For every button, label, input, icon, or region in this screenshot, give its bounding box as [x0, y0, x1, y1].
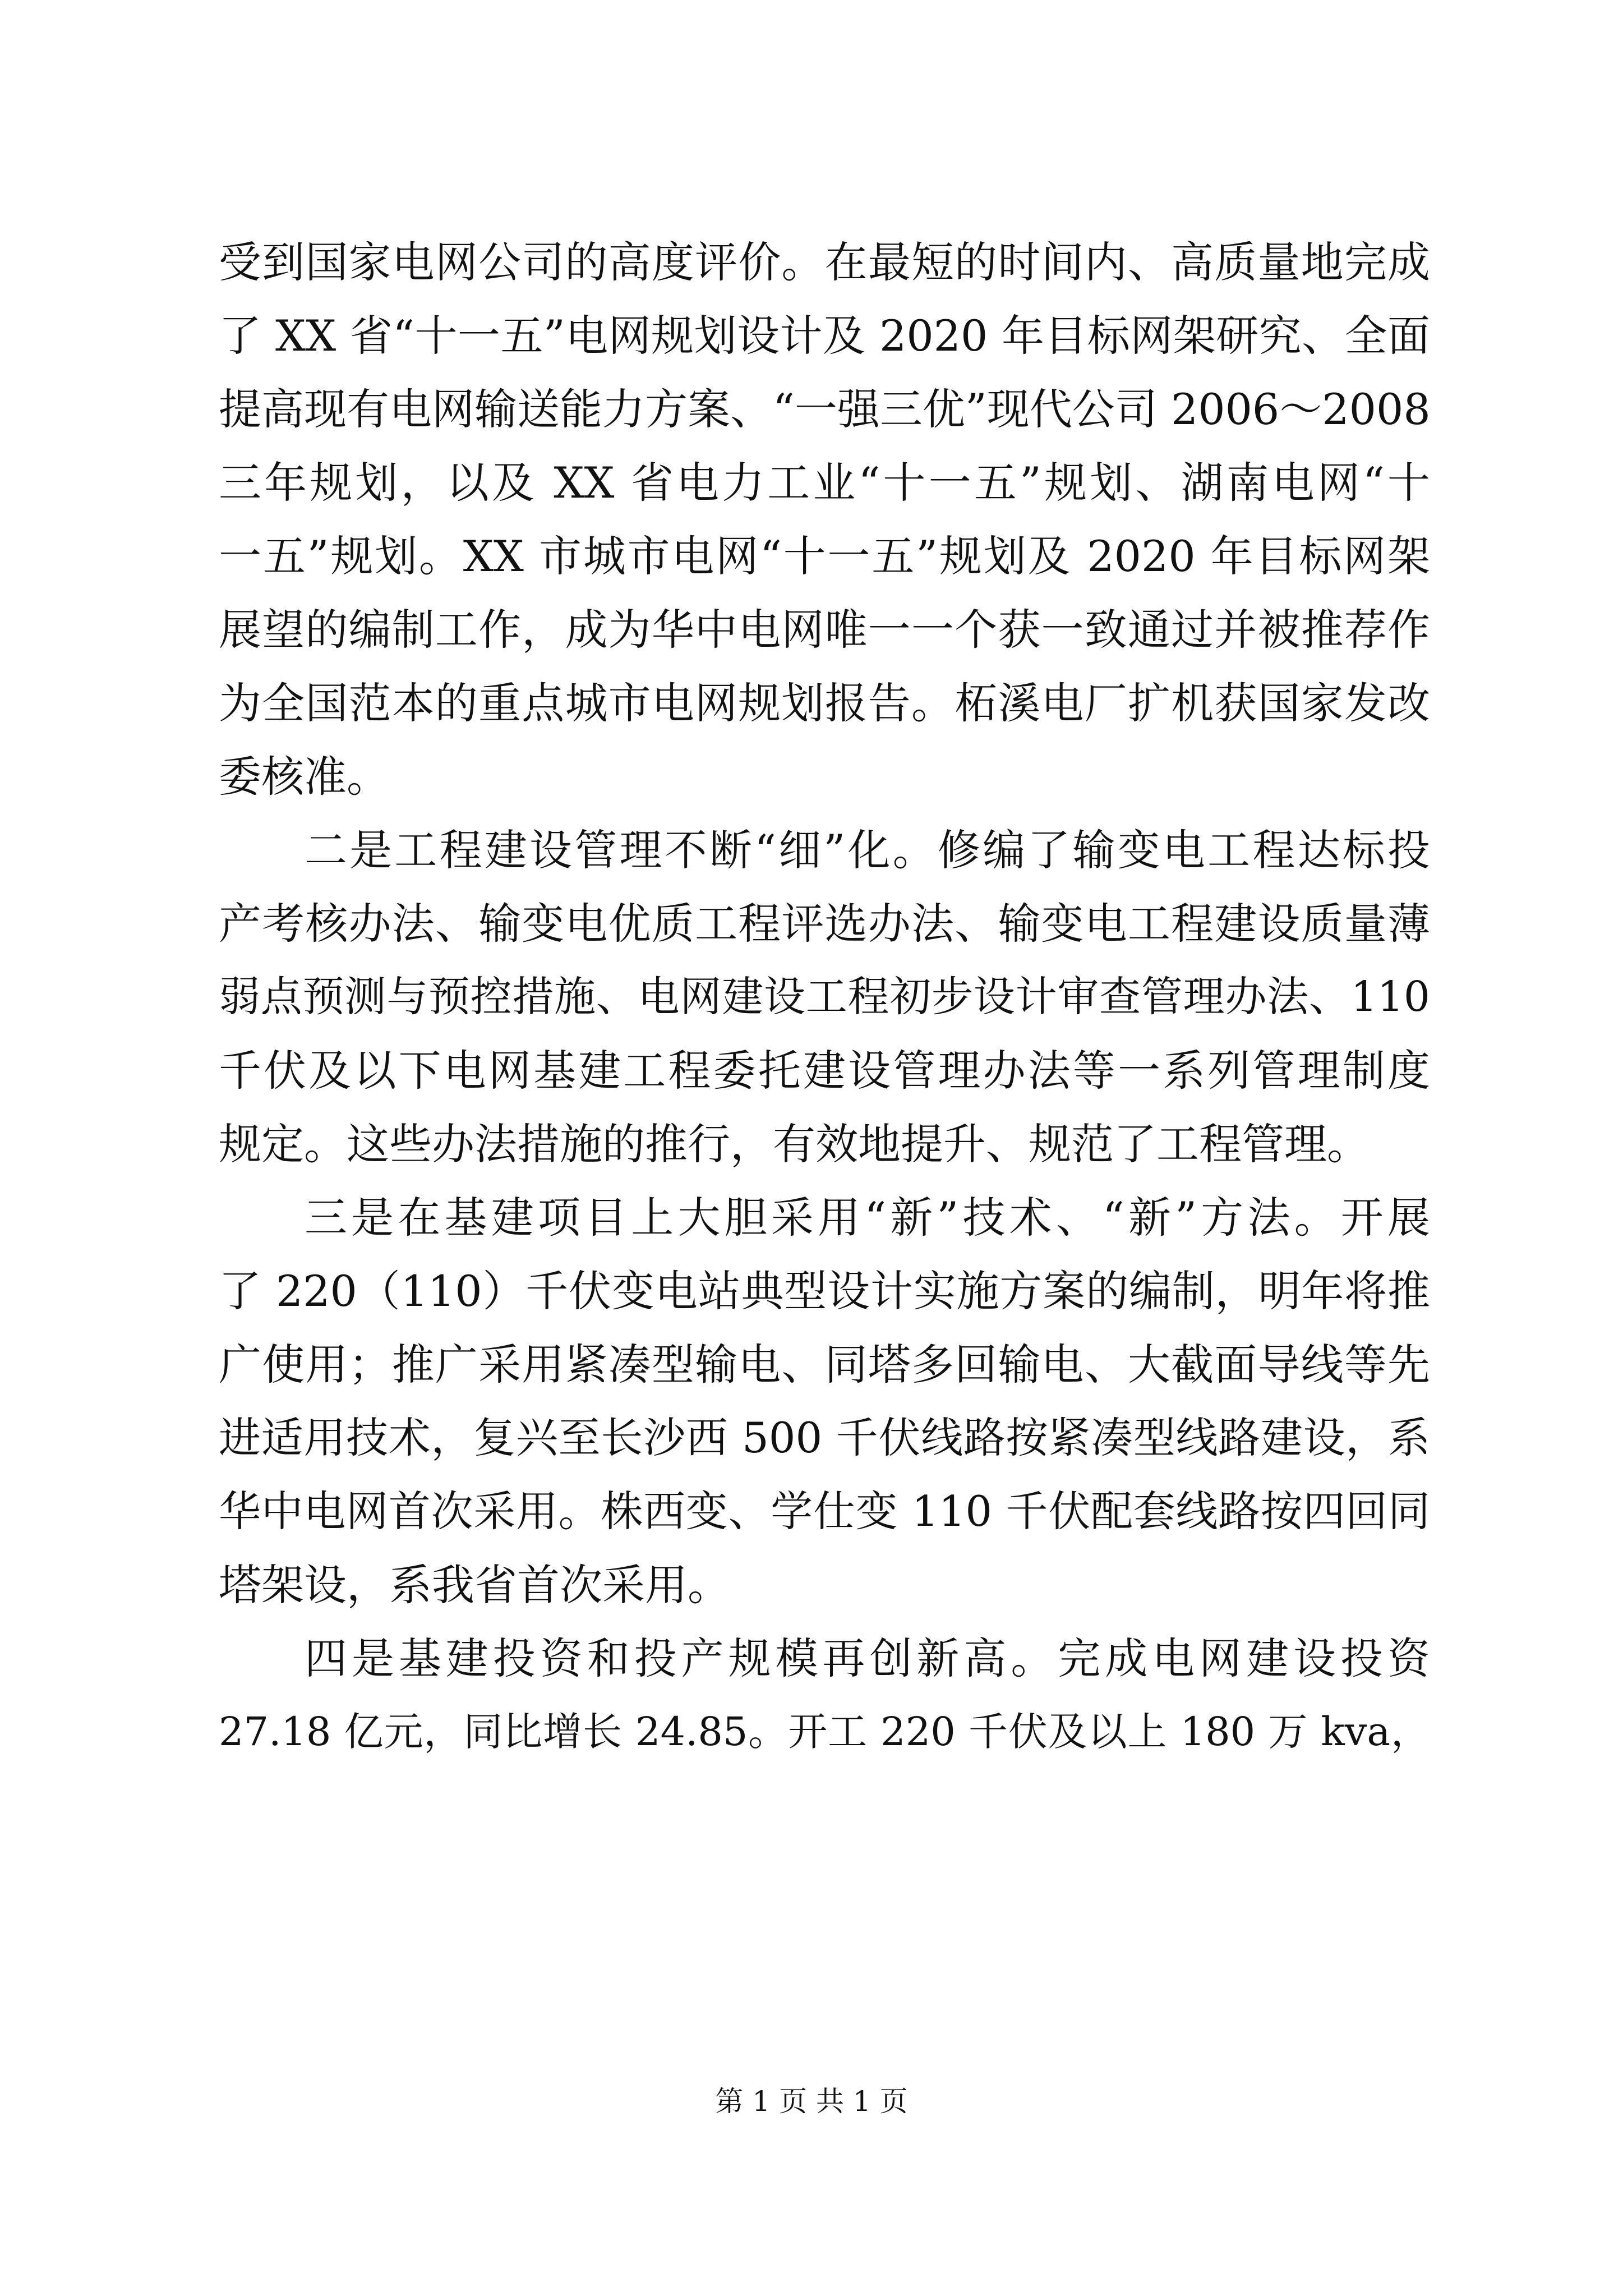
text-line: 四是基建投资和投产规模再创新高。完成电网建设投资	[305, 1634, 1430, 1683]
document-body	[219, 226, 1430, 1769]
text-line: 了 220（110）千伏变电站典型设计实施方案的编制，明年将推	[219, 1266, 1430, 1316]
paragraph-planning-achievements	[219, 226, 1430, 813]
text-line: 三是在基建项目上大胆采用“新”技术、“新”方法。开展	[305, 1193, 1430, 1243]
text-line: 一五”规划。XX 市城市电网“十一五”规划及 2020 年目标网架	[219, 531, 1430, 581]
text-line: 展望的编制工作，成为华中电网唯一一个获一致通过并被推荐作	[219, 605, 1430, 655]
text-line: 进适用技术，复兴至长沙西 500 千伏线路按紧凑型线路建设，系	[219, 1413, 1430, 1462]
text-line: 为全国范本的重点城市电网规划报告。柘溪电厂扩机获国家发改	[219, 678, 1430, 728]
page-number-footer: 第 1 页 共 1 页	[715, 2085, 908, 2118]
text-line: 了 XX 省“十一五”电网规划设计及 2020 年目标网架研究、全面	[219, 311, 1430, 361]
text-line: 千伏及以下电网基建工程委托建设管理办法等一系列管理制度	[219, 1046, 1430, 1096]
text-line: 广使用；推广采用紧凑型输电、同塔多回输电、大截面导线等先	[219, 1340, 1430, 1389]
text-line: 二是工程建设管理不断“细”化。修编了输变电工程达标投	[305, 825, 1430, 875]
text-line: 受到国家电网公司的高度评价。在最短的时间内、高质量地完成	[219, 237, 1430, 287]
text-line: 塔架设，系我省首次采用。	[219, 1560, 730, 1610]
text-line: 三年规划，以及 XX 省电力工业“十一五”规划、湖南电网“十	[219, 458, 1430, 508]
paragraph-construction-management	[219, 813, 1430, 1181]
paragraph-new-technology	[219, 1181, 1430, 1622]
text-line: 提高现有电网输送能力方案、“一强三优”现代公司 2006～2008	[219, 384, 1431, 434]
text-line: 规定。这些办法措施的推行，有效地提升、规范了工程管理。	[219, 1119, 1370, 1169]
text-line: 产考核办法、输变电优质工程评选办法、输变电工程建设质量薄	[219, 899, 1430, 949]
text-line: 委核准。	[219, 752, 389, 802]
text-line: 弱点预测与预控措施、电网建设工程初步设计审查管理办法、110	[219, 973, 1430, 1021]
text-line: 华中电网首次采用。株西变、学仕变 110 千伏配套线路按四回同	[219, 1487, 1430, 1536]
paragraph-investment-scale	[219, 1622, 1430, 1769]
text-line: 27.18 亿元，同比增长 24.85。开工 220 千伏及以上 180 万 kva，	[219, 1709, 1430, 1755]
